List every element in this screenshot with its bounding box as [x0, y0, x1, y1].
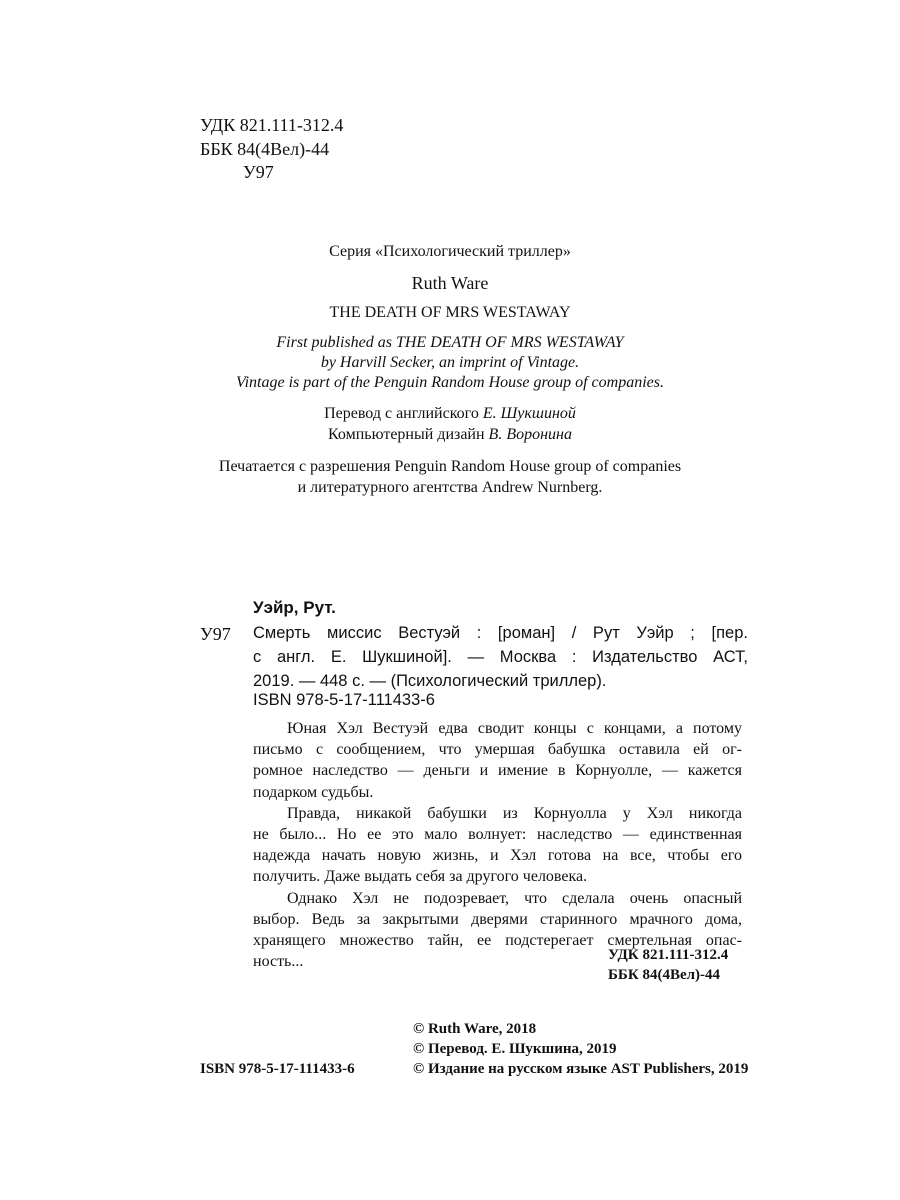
- author-en: Ruth Ware: [411, 273, 489, 293]
- bbk-bottom: ББК 84(4Вел)-44: [608, 967, 721, 983]
- annotation-line: ность...: [253, 953, 304, 971]
- catalog-entry: [253, 621, 748, 693]
- copyright-line: © Ruth Ware, 2018: [413, 1021, 537, 1037]
- annotation-line: письмо с сообщением, что умершая бабушка оставила ей ог-: [253, 741, 742, 759]
- permission-line: Печатается с разрешения Penguin Random House group of companies: [218, 458, 682, 475]
- annotation-line: ромное наследство — деньги и имение в Корнуолле, — кажется: [253, 762, 742, 780]
- translator-name: Е. Шукшиной: [482, 405, 576, 422]
- annotation-line: не было... Но ее это мало волнует: наследство — единственная: [253, 826, 742, 844]
- catalog-line: 2019. — 448 с. — (Психологический триллер).: [253, 672, 607, 690]
- catalog-mark: У97: [200, 624, 231, 644]
- udk-top: УДК 821.111-312.4: [200, 115, 344, 135]
- annotation-line: выбор. Ведь за закрытыми дверями старинного мрачного дома,: [253, 910, 742, 928]
- annotation-line: хранящего множество тайн, ее подстерегает смертельная опас-: [253, 932, 742, 950]
- copyright-line: © Перевод. Е. Шукшина, 2019: [413, 1041, 617, 1057]
- translation-prefix: Перевод с английского: [324, 405, 483, 422]
- author-mark-top: У97: [243, 162, 274, 182]
- first-published-line: by Harvill Secker, an imprint of Vintage.: [320, 354, 580, 371]
- catalog-heading: Уэйр, Рут.: [253, 598, 336, 617]
- annotation-line: Однако Хэл не подозревает, что сделала очень опасный: [287, 889, 742, 907]
- designer-name: В. Воронина: [488, 426, 572, 443]
- catalog-isbn: ISBN 978-5-17-111433-6: [253, 691, 435, 709]
- design-prefix: Компьютерный дизайн: [328, 426, 489, 443]
- bbk-top: ББК 84(4Вел)-44: [200, 139, 330, 159]
- annotation: [253, 718, 742, 972]
- annotation-line: подарком судьбы.: [253, 783, 374, 801]
- first-published-line: First published as THE DEATH OF MRS WESTAWAY: [276, 334, 624, 351]
- first-published-line: Vintage is part of the Penguin Random House group of companies.: [236, 374, 664, 391]
- annotation-line: надежда начать новую жизнь, и Хэл готова на все, чтобы его: [253, 847, 742, 865]
- permission-line: и литературного агентства Andrew Nurnberg.: [297, 479, 603, 496]
- catalog-line: с англ. Е. Шукшиной]. — Москва : Издательство АСТ,: [253, 648, 748, 666]
- annotation-line: получить. Даже выдать себя за другого человека.: [253, 868, 588, 886]
- translation-credit: [0, 405, 900, 423]
- copyright-line: © Издание на русском языке AST Publishers, 2019: [413, 1061, 749, 1077]
- annotation-line: Юная Хэл Вестуэй едва сводит концы с концами, а потому: [287, 720, 742, 737]
- title-en: THE DEATH OF MRS WESTAWAY: [329, 304, 571, 321]
- annotation-line: Правда, никакой бабушки из Корнуолла у Хэл никогда: [287, 804, 742, 822]
- udk-bottom: УДК 821.111-312.4: [608, 947, 729, 963]
- footer-isbn: ISBN 978-5-17-111433-6: [200, 1061, 355, 1077]
- catalog-line: Смерть миссис Вестуэй : [роман] / Рут Уэйр ; [пер.: [253, 624, 748, 642]
- design-credit: [0, 426, 900, 444]
- series-line: Серия «Психологический триллер»: [329, 243, 571, 260]
